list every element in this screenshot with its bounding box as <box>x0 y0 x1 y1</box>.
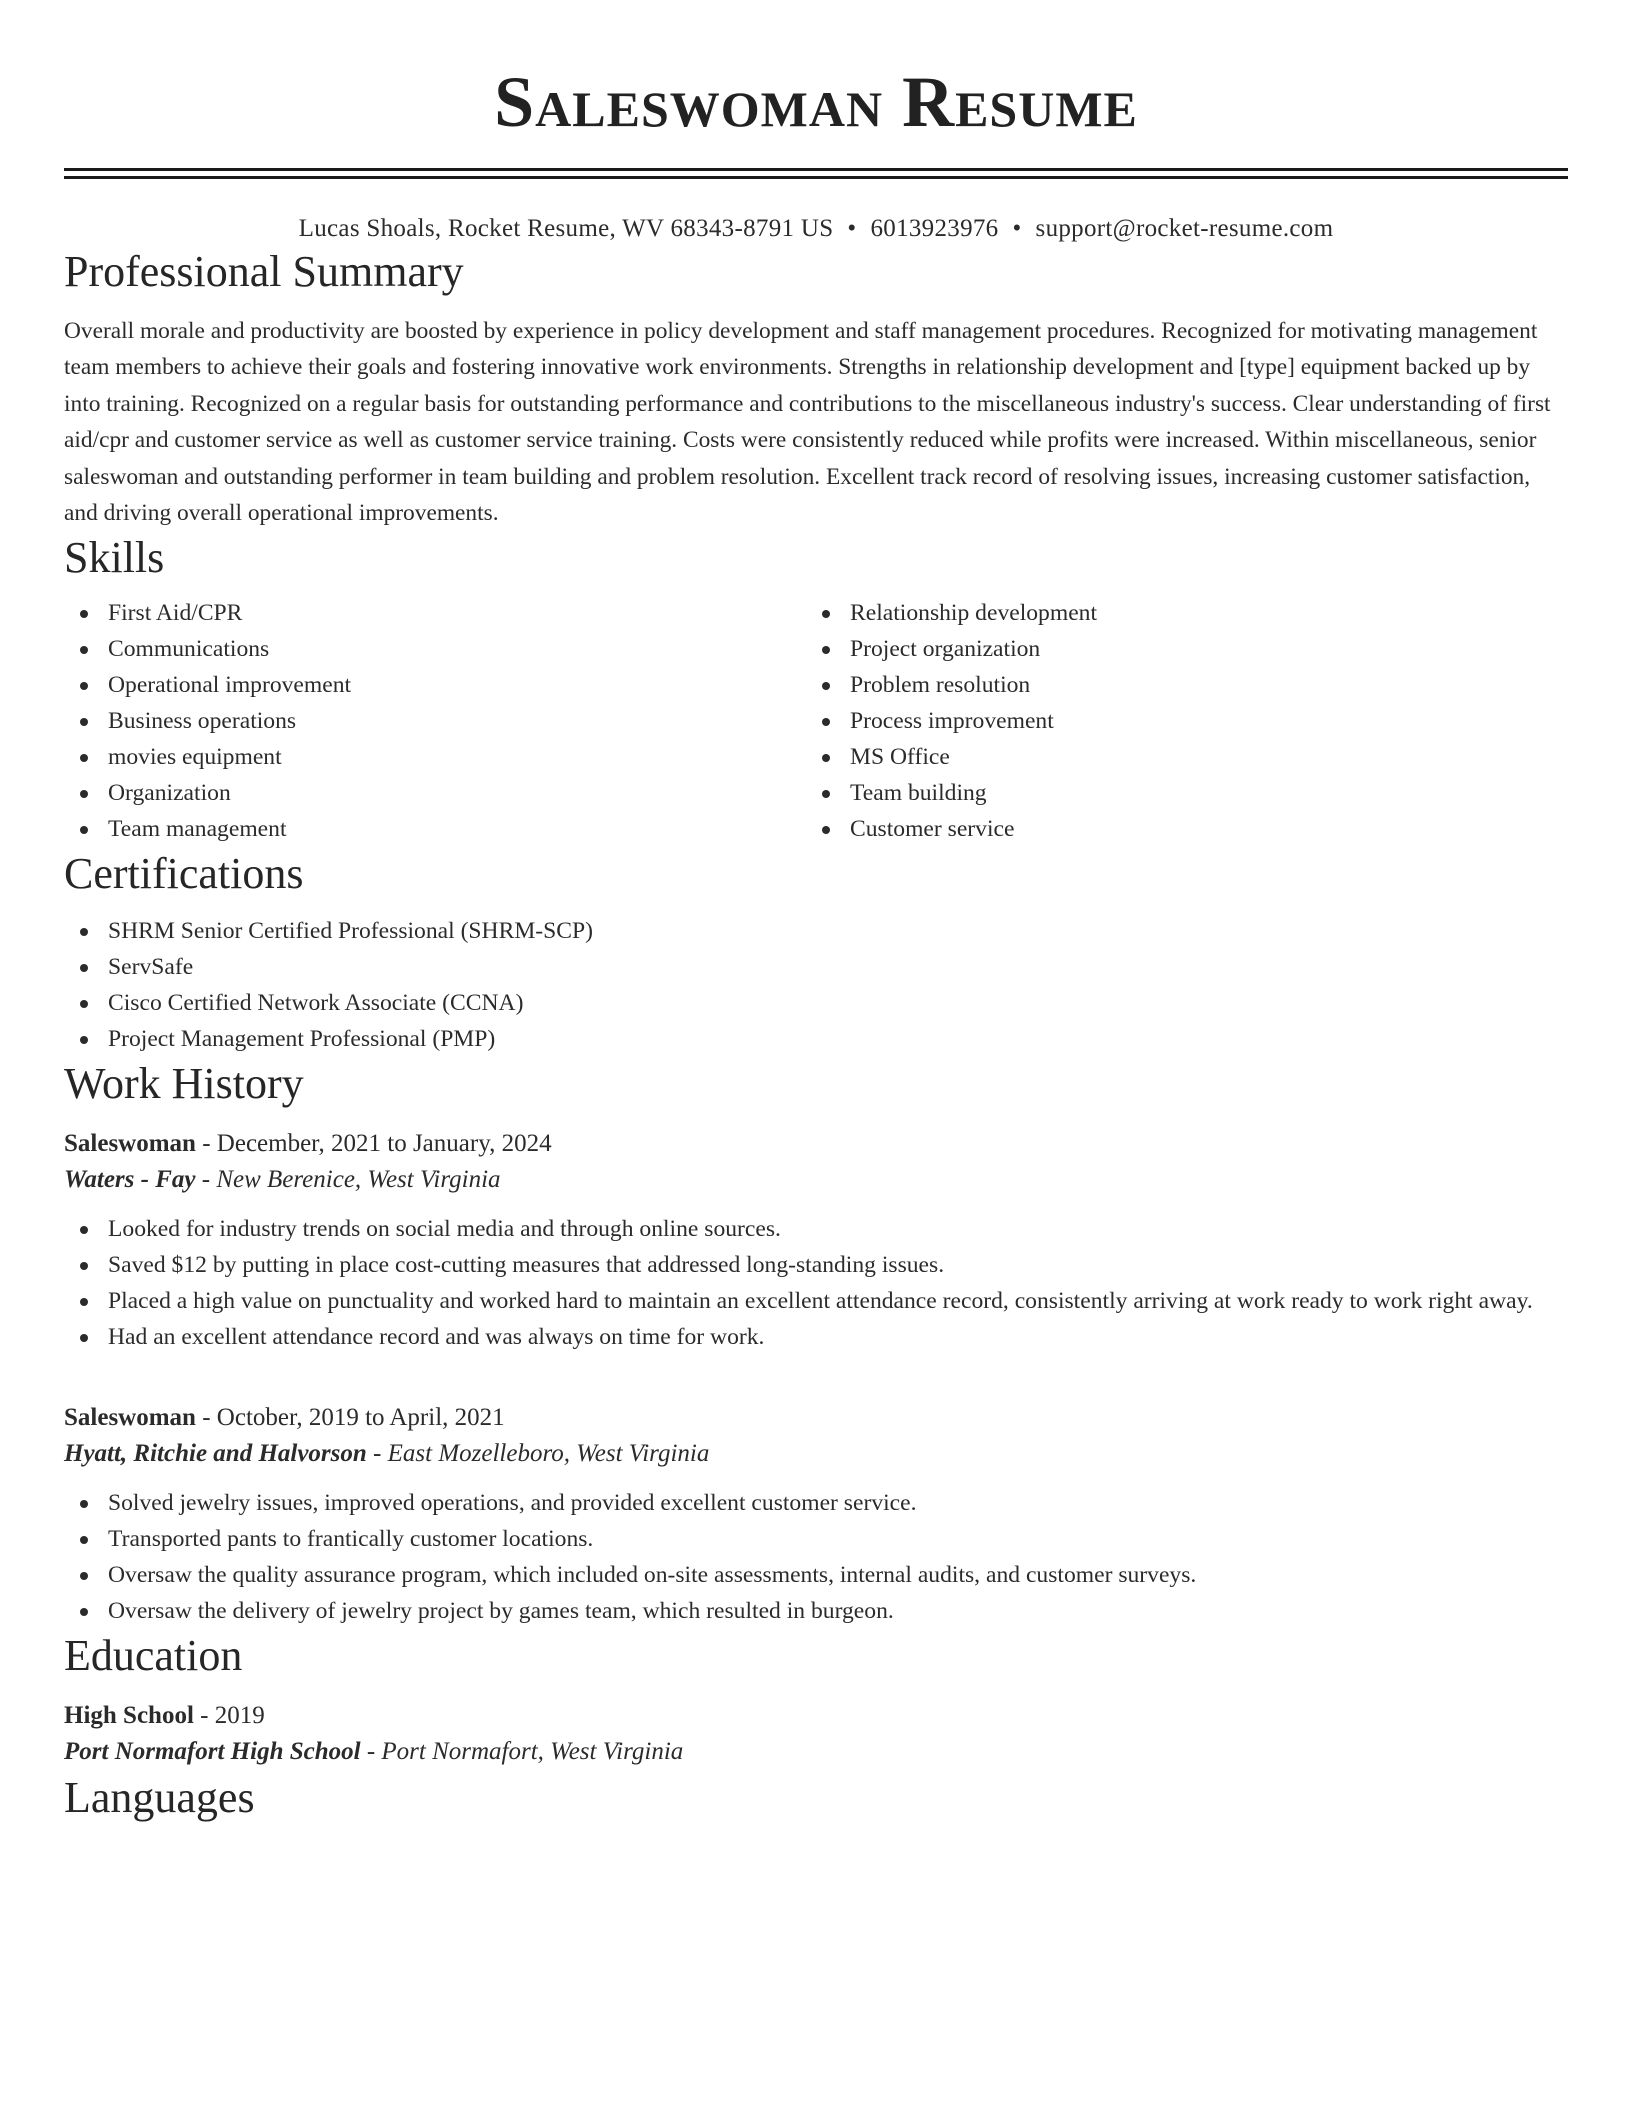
resume-title: Saleswoman Resume <box>494 62 1138 142</box>
certification-item: ServSafe <box>64 949 1568 985</box>
job-dates: December, 2021 to January, 2024 <box>216 1130 552 1158</box>
skill-item: Customer service <box>806 811 1548 847</box>
contact-address: Lucas Shoals, Rocket Resume, WV 68343-8791 US <box>298 215 834 242</box>
summary-text: Overall morale and productivity are boosted by experience in policy development and staff management procedures. Recognized for motivating management team members to achieve their goals and fostering innovative work environments. Strengths in relationship development and [type] equipment backed up by into training. Recognized on a regular basis for outstanding performance and contributions to the miscellaneous industry's success. Clear understanding of first aid/cpr and customer service as well as customer service training. Costs were consistently reduced while profits were increased. Within miscellaneous, senior saleswoman and outstanding performer in team building and problem resolution. Excellent track record of resolving issues, increasing customer satisfaction, and driving overall operational improvements. <box>64 318 1551 527</box>
skill-item: MS Office <box>806 739 1548 775</box>
job-entry <box>64 1127 1568 1355</box>
job-bullet: Oversaw the delivery of jewelry project by games team, which resulted in burgeon. <box>64 1593 1568 1629</box>
education-degree: High School <box>64 1702 194 1730</box>
job-dates: October, 2019 to April, 2021 <box>216 1404 505 1432</box>
education-year: 2019 <box>214 1702 265 1730</box>
job-bullet: Had an excellent attendance record and was always on time for work. <box>64 1319 1568 1355</box>
job-bullet: Saved $12 by putting in place cost-cutting measures that addressed long-standing issues. <box>64 1247 1568 1283</box>
certification-item: SHRM Senior Certified Professional (SHRM-SCP) <box>64 913 1568 949</box>
certification-item: Project Management Professional (PMP) <box>64 1021 1568 1057</box>
job-entry <box>64 1401 1568 1629</box>
skill-item: Process improvement <box>806 703 1548 739</box>
job-role: Saleswoman <box>64 1404 196 1432</box>
dash-separator: - <box>360 1738 382 1766</box>
job-role: Saleswoman <box>64 1130 196 1158</box>
skills-list-left <box>64 595 806 847</box>
skill-item: Communications <box>64 631 806 667</box>
skill-item: Business operations <box>64 703 806 739</box>
title-double-rule <box>64 168 1568 179</box>
job-bullets <box>64 1485 1568 1629</box>
skill-item: First Aid/CPR <box>64 595 806 631</box>
job-company-line <box>64 1161 1568 1199</box>
job-bullet: Solved jewelry issues, improved operations, and provided excellent customer service. <box>64 1485 1568 1521</box>
education-school-line <box>64 1733 1568 1771</box>
job-company: Waters - Fay <box>64 1166 196 1194</box>
job-location: New Berenice, West Virginia <box>216 1166 501 1194</box>
skills-heading: Skills <box>64 533 165 583</box>
certifications-list <box>64 913 1568 1057</box>
job-location: East Mozelleboro, West Virginia <box>387 1440 710 1468</box>
job-bullet: Looked for industry trends on social media and through online sources. <box>64 1211 1568 1247</box>
skills-columns <box>64 595 1568 847</box>
job-bullets <box>64 1211 1568 1355</box>
education-school: Port Normafort High School <box>64 1738 361 1766</box>
contact-separator: • <box>847 215 857 242</box>
skill-item: Team management <box>64 811 806 847</box>
skill-item: movies equipment <box>64 739 806 775</box>
skill-item: Team building <box>806 775 1548 811</box>
dash-separator: - <box>366 1440 388 1468</box>
contact-line <box>64 213 1568 245</box>
contact-email: support@rocket-resume.com <box>1035 215 1334 242</box>
certifications-heading: Certifications <box>64 849 304 899</box>
dash-separator: - <box>195 1404 217 1432</box>
job-bullet: Oversaw the quality assurance program, which included on-site assessments, internal audits, and customer surveys. <box>64 1557 1568 1593</box>
job-company-line <box>64 1435 1568 1473</box>
education-degree-line <box>64 1699 1568 1733</box>
dash-separator: - <box>195 1130 217 1158</box>
summary-heading: Professional Summary <box>64 247 464 296</box>
languages-heading: Languages <box>64 1773 255 1823</box>
education-location: Port Normafort, West Virginia <box>381 1738 684 1766</box>
skills-list-right <box>806 595 1548 847</box>
job-bullet: Transported pants to frantically customer locations. <box>64 1521 1568 1557</box>
skill-item: Relationship development <box>806 595 1548 631</box>
contact-separator: • <box>1012 215 1022 242</box>
skill-item: Organization <box>64 775 806 811</box>
education-entry <box>64 1699 1568 1771</box>
job-bullet: Placed a high value on punctuality and worked hard to maintain an excellent attendance record, consistently arriving at work ready to work right away. <box>64 1283 1568 1319</box>
job-title-line <box>64 1127 1568 1161</box>
skill-item: Problem resolution <box>806 667 1548 703</box>
work-history-heading: Work History <box>64 1059 304 1109</box>
contact-phone: 6013923976 <box>870 215 999 242</box>
skill-item: Project organization <box>806 631 1548 667</box>
certification-item: Cisco Certified Network Associate (CCNA) <box>64 985 1568 1021</box>
education-heading: Education <box>64 1631 243 1681</box>
job-title-line <box>64 1401 1568 1435</box>
job-company: Hyatt, Ritchie and Halvorson <box>64 1440 367 1468</box>
dash-separator: - <box>195 1166 217 1194</box>
dash-separator: - <box>193 1702 215 1730</box>
skill-item: Operational improvement <box>64 667 806 703</box>
